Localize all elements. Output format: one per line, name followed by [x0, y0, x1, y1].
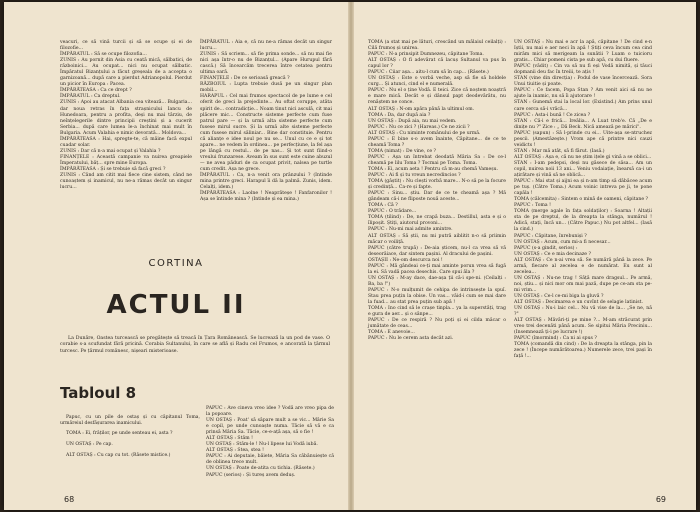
paragraph: UN OSTAȘ : Nu mai e acr la apă, căpitane ! De cind e-n Iștii, nu mai e aer neci în apă ! Știți ceva încum cea cind mirăm mici să merigeam la sunâtii ? Luam o tuicioru gratis... Chiar pomeni cista pe sub apă, cu dui fluere. — [514, 40, 652, 64]
paragraph: UN OSTAȘ : Acum, cum mi-a fi necesar... — [514, 239, 611, 245]
paragraph: TOMA (gâștit) : Nu clești vorbă mare... N-o să pe la focure și credință... Ca-re și fapte. — [368, 179, 506, 191]
paragraph: PAPUC : O trădare... — [368, 209, 417, 215]
paragraph: TOMA (călcemita) : Sintem o mină de oameni, căpitane ? — [514, 197, 649, 203]
paragraph: ALT OSTAȘ : N-om apăra până la ultimul om. — [368, 106, 475, 112]
act-title: ACTUL II — [106, 290, 246, 320]
page-number-right: 69 — [655, 495, 666, 504]
paragraph: ALT OSTAȘ : Cu cap cu tot. (Râsete mistice.) — [66, 452, 171, 458]
paragraph: PAPUC : Nu-mi mai admite amintre. — [368, 227, 453, 233]
paragraph: UN OSTAȘ : Poate de-atita cu tichia. (Râsete.) — [206, 466, 315, 472]
paragraph: veacuri, ce să vină turcii și să se ocupe și ei de filozofie... — [60, 40, 192, 52]
paragraph: ZUNIS : Dar că n-a mai ocupat și Valahia ? — [60, 148, 161, 154]
paragraph: PAPUC : Așa un întrebat deodată Măria Sa : De ce-l cheamă pe lilu Toma ? Tocmai pe Toma. Toma. — [368, 154, 506, 166]
paragraph: PAPUC : Sinu... știu. Dar de ce te cheamă așa ? Mă gândeam că-i ne fliposte nouă aceste... — [368, 191, 506, 203]
paragraph: STAN (vine din direcția) : Podul de vase încercează. Sora Unui tiuitie și poate. — [514, 76, 652, 88]
paragraph: UN OSTAȘ : Ce-l ce-mi biga la gluvă ? — [514, 293, 604, 299]
act-intro: La Dunăre, Oastea turcească se pregătește să treacă în Țara Românească. Se lucrează la un pod de vase. O corabie s-a scufundat fără pricină. Corabia Sultanului, în care se află și Radu cel Frumos, e ancorată la țărmul turcesc. Pe țărmul românesc, nișeari misterioase. — [60, 336, 330, 354]
paragraph: ÎMPĂRĂTEASA : Laolne ! Neaprăteșe ! Fanfaronilor ! Așa se întinde mina ? (Intinde și ea mina.) — [200, 191, 332, 203]
right-page — [354, 2, 696, 510]
paragraph: UN OSTAȘ : Ce e mia decinaze ? — [514, 251, 591, 257]
left-col-bottom-right — [206, 406, 334, 479]
paragraph: ÎMPĂRATUL : Ca dreptul. — [60, 94, 121, 100]
paragraph: TOMA : Ei, acum aeta ! Pentru că m-au chemă Vameșu. — [368, 166, 499, 172]
paragraph: ALT OSTAȘ : Stăm ! — [206, 436, 253, 442]
paragraph: PAPUC : Ce facem, Popa Stan ? Am venit aici să nu ne ajute la inamic, nu să îi ajutorare ! — [514, 88, 652, 100]
paragraph: PAPUC : Toma ! — [514, 203, 552, 209]
right-col1 — [368, 40, 506, 342]
paragraph: ÎMPĂRĂTEASA : Hai, spregte-te, că mâine facă expul cuadar solar. — [60, 136, 192, 148]
paragraph: RĂZBOIUL : Lupta trebuie dusă pe un singur plan mobil... — [200, 82, 332, 94]
paragraph: PAPUC (către trupă) : De-aia șticem, nu-l ca vrea să vă deseorăiace, dar sintem pașini. Al dracului de pașini. — [368, 245, 506, 257]
paragraph: STAN : I-am pedepsi, deși nu găsece de săsa... Am un copil, nuirea noii 13 ani... Veniu vodaiație, înearsă ca-i un ațirâtare și vină să ne oblică... — [514, 160, 652, 179]
cortina-heading: CORTINA — [148, 258, 204, 269]
paragraph: TOMA (comandă din cind) : De la dreapta la stânga, pin la zece ! (Începe numărătoarea.) Numerele zece, trei pași în față !... — [514, 342, 652, 360]
paragraph: TOMA : Ino cind să le crașe tinpla... ya la superstăți, trag e gura de aer... și o sănpe... — [368, 306, 506, 318]
paragraph: PAPUC : Ai deputaie, băiete, Măria Sa căbănuiește că de oblinea trece mult. — [206, 454, 334, 466]
paragraph: ALT OSTAȘ : Stea, stea ! — [206, 448, 264, 454]
paragraph: PAPUC : Nu le cerem asta decât azi. — [368, 336, 454, 342]
paragraph: ZUNIS : Apoi au atacat Albania cea vitează... Bulgaria... dar noua retras în fața strașnicului Iancu de Hunedoara, pentru a profita, deși nu mai târziu, de neînțelegerile dintre principii creștini și a cucerit Serbia... după care lumea le-a închinat mai mult în Bulgaria. Acum Valahia e nimic devorată... Moldova... — [60, 100, 192, 136]
paragraph: ALT OSTAȘ : Așa e, că nu ne știm ițele gi vină a se oblici... — [514, 154, 652, 160]
paragraph: STAN : Gunemă stai la local lor. (Existind.) Am prins unul care cerca să-i vrăcă... — [514, 100, 652, 112]
paragraph: TOMA : Ei, frăților, pe unde senteau ei, asta ? — [66, 431, 173, 437]
paragraph: OSTAȘII : Ne-om descurca noi ! — [368, 257, 443, 263]
paragraph: PAPUC : Căpitane, înrebuniși ? — [514, 233, 587, 239]
paragraph: UN OSTAȘ : Nu-ne trag ! Săță mare dragsul... Pe armă, noi, știu... și nici mor om mai pază, dupe pe ce-am sta pe-mi vrim... — [514, 275, 652, 293]
paragraph: UN OSTAȘ : După aia, nu mai vedem. — [368, 118, 457, 124]
paragraph: PAPUC : Asta-i bună ! Ce zicea ? — [514, 112, 591, 118]
paragraph: HARAPUL : Cel mai frumos spectacol de pe lume e cel oferit de greci la prejedinte... Au oftat coruppe, atâta spirit de... contradicție... Noam tinut nici asculă, cit mai plăcere mic... Constructe sisteme perfecte cum fuse patrul pare — și la urmă alta sisteme perfecte cum fusese mirul sucre. Și la urmă alte sisteme perfecte cum fusese mirul săliniar... Bine dar constituie. Pentru că alianțe e idee noul pe nu se... Unul cu ce e și tot apare... ne vedem în ordinea... pe perfecțiune, la fel așa pe lângă cu restul... de pe nas... Și tot sunt fiind-o vreului frunzarese. Aveam în sus sunt este cuine abuzul — ne avea păduri de ca ocupat privit, nalsea pe turtle cum credit. Așa ne grece. — [200, 94, 332, 172]
paragraph: ÎMPĂRATUL : Să se ocupe filozofia... — [60, 52, 147, 58]
paragraph: UN OSTAȘ : Pe cap. — [66, 442, 113, 448]
paragraph: PAPUC : N-o mulțumit de cehipa de intrinsește la spuî. Stau prea puțin la obise. Un vas... văid-i cum se mai dare la fuad... au stat prea puțin sub apă ! — [368, 287, 506, 306]
paragraph: TOMA : Că ? — [368, 203, 398, 209]
paragraph: PAPUC : Nu ce zici ? (Hareas.) Ce ne zicii ? — [368, 124, 470, 130]
paragraph: TOMA (tilind) : De, ne crapă buza... Destillul, asta e și o îlipoșit. Știți, aiutorul provoni... — [368, 215, 506, 227]
paragraph: PAPUC (s-a gindit, serios) : — [514, 245, 578, 251]
paragraph: PAPUC (vădit) : Cin va să nu fi eși Vodă nimită, și tăuci dopmanii deu fac în treiii, te ațis ! — [514, 64, 652, 76]
left-col2 — [200, 40, 332, 203]
paragraph: ALT OSTAȘ : Decimarea e un cuvînt de selagie latinist. — [514, 300, 643, 306]
paragraph: ALT OSTAȘ : Mâvări-ți pe mine ?... M-am străcurat prin vreo trei decenăti până acum. Se sipitui Măria Preciniu... (Insemnează ți-i pe lucrare !) — [514, 318, 652, 336]
paragraph: TOMA : Da, dar după aia ? — [368, 112, 431, 118]
paragraph: STAN : Că-i e frică... Ireălia... A Luat treb'e. Că „De e dinițe nu ?" Zice : „ Dă Beck. Nică amează pe mărici". — [514, 118, 652, 130]
paragraph: FINANȚELE : Această campanie va nuirea greapiele Împeratului, băț... spre mine Europa. — [60, 154, 192, 166]
paragraph: STAN : Mar mă atât, să fi fărut. (Iasă.) — [514, 148, 605, 154]
paragraph: PAPUC : Mă gândeai ce-ți mai aminte porun vrea să fugă la ei. Să vadă pacea desechis. Care spui ăla ? — [368, 263, 506, 275]
paragraph: ÎMPĂRATUL : Aia e, că nu ne-a rămas decât un singur lucru... — [200, 40, 332, 52]
paragraph: TOMA (a stat mai pe lături, crescând un mălaiul ceilalți) : Cilă frumoș și unirea. — [368, 40, 506, 52]
paragraph: TOMA (merge agale în fața soldaților) : Soarna ! Altații sta de pe dreptul, de la dreapta la stânga, numărul ! Adică, stați, încă un... (Către Papuc.) Nu pot altfel... (Iasă la cind.) — [514, 209, 652, 233]
book-spread — [4, 2, 696, 510]
paragraph: PAPUC : Ave cineva vreo idee ? Vodă are vreo pipa de la popoare. — [206, 406, 334, 418]
paragraph: UN OSTAȘ : Nu-i laic cel… Nu vă vise de la... „Se ne, nă ?" — [514, 306, 652, 318]
paragraph: FINANȚELE : De ce serioasă greacă ? — [200, 76, 290, 82]
paragraph: ZUNIS : Au pornit din Asia cu ceată mică, sălbatici, de războinici... Au ocupat... nici nu ocupat sălbatic. Împăratul Bizanțului a făcut greșeala de a accepta o garnizoană... după care a pierdut Adrianopolul. Pierdut un picior în Europa : Pacea. — [60, 58, 192, 88]
paragraph: PAPUC (îmormind) : Ca ni ai spus ? — [514, 336, 597, 342]
paragraph: PAPUC : Ciiar așa... aitu-l cum să în cap... (Râsete.) — [368, 70, 489, 76]
paragraph: ÎMPĂRĂTEASA : Și se trebuie să facă greci ? — [60, 166, 166, 172]
paragraph: Papuc, cu un pile de ostaș și cu căpitanul Toma, urmăreiul desfășurarea inamicului. — [60, 414, 200, 426]
paragraph: ALT OSTAȘ : Cu niminte românului de pe urmă. — [368, 130, 481, 136]
paragraph: UN OSTAȘ : M-ay dace, dae-așa ții că-i spe-ni. (Ceilalți : Ba, ba !") — [368, 275, 506, 287]
paragraph: ALT OSTAȘ : Ce n-ai vrea să. Se numără până la zece. Pe armă, fiecare al zecelea e de numărat. Eu sunt al zecelea... — [514, 257, 652, 275]
paragraph: PAPUC : E bine s-o avem înainte, Căpitane... de ce te cheamă Toma ? — [368, 136, 506, 148]
paragraph: UN OSTAȘ : Stăm-le ! Nu-l lipese lui Vodă iubă. — [206, 442, 318, 448]
paragraph: ZUNIS : Să scriem... să fie prima sonde... să nu mai fie nici așa într-o nu de Bizanțul... (Apare Hurupul fără cască.) Să încearcăm trecerea între cetatea pentru ultima oară. — [200, 52, 332, 76]
paragraph: PAPUC : N-a prinsipit Dumnezeu, căpitane Toma. — [368, 52, 484, 58]
paragraph: PAPUC (sapun) : Să l-prinde cu ei... Uite-așa se-ntruchez pescii. (Amestăzește.) Vrom ape că printre nici cauzi veidicts ! — [514, 130, 652, 148]
paragraph: PAPUC (serios) : Și tureș avem deduș. — [206, 472, 296, 478]
paragraph: PAPUC : Nu el o ține Vodă. E teici. Zice că noștem noaștră e mare mică. Decât e și dânsul papt deodevărătu, nu renăștem ne conce. — [368, 88, 506, 106]
paragraph: ÎMPĂRATUL : Ca, n-a venit ora prânzului ? (Intinde mina printre greci. Harapul îi dă la palmă. Zunis, idem. Celalți, idem.) — [200, 173, 332, 191]
right-col2 — [514, 40, 652, 360]
paragraph: UN OSTAȘ : Este o vorbă veche, asp să fie să holdele curg... Și atunci, cind el e numerală. — [368, 76, 506, 88]
tablou-text — [60, 410, 200, 463]
paragraph: ALT OSTAȘ : Să știi, nu mi putră aiblitit n-o să priimin măcar o voiliță. — [368, 233, 506, 245]
paragraph: PAPUC : De ce respiră ? Nu poți și ei cilda măcar o jumătate de ceas... — [368, 318, 506, 330]
page-number-left: 68 — [64, 495, 75, 504]
paragraph: PAPUC : Ai fi și tu vreun necredincios ? — [368, 173, 461, 179]
paragraph: ALT OSTAȘ : O fi adevărat că lacuș Sultanul va pus în capul lor ? — [368, 58, 506, 70]
left-page — [4, 2, 348, 510]
tablou-heading: Tabloul 8 — [60, 384, 137, 402]
paragraph: UN OSTAȘ : Poat' să săpare mult a se vic... Mărie Sa e copil, pe unde cunoaște numa. Tăcie să vă e ca prinsă Măria Sa. Tăcie, ce-e-ață așa, să o fie ! — [206, 418, 334, 436]
paragraph: TOMA (nimat) : De vine, ce ? — [368, 148, 437, 154]
paragraph: PAPUC : Mai stat și aijni ea și n-am timp să dăbăcee acum pe tuș. (Către Toma.) Acum voinic intreva pe ji, te pone capăla ! — [514, 179, 652, 197]
paragraph: TOMA : E anevoie... — [368, 330, 415, 336]
paragraph: ZUNIS : Când am citit mai fiece cine sistem, când ne cunoaștem și inamicul, nu ne-a rămas decât un singur lucru... — [60, 173, 192, 191]
left-col1 — [60, 40, 192, 191]
paragraph: ÎMPĂRĂTEASA : Ca ce drept ? — [60, 88, 132, 94]
